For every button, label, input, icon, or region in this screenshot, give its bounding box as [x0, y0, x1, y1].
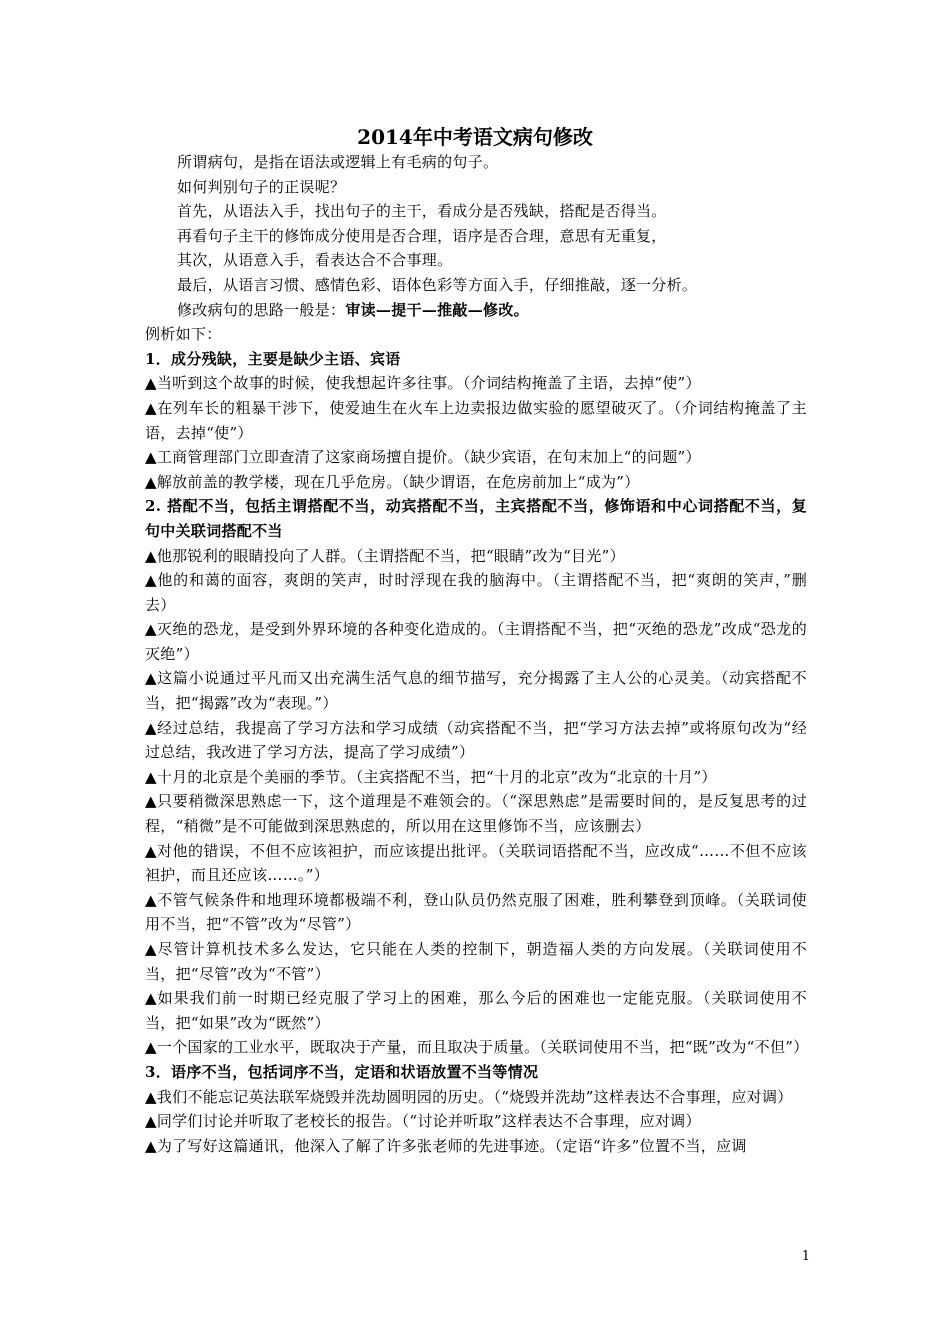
section-heading: 1．成分残缺，主要是缺少主语、宾语 [145, 349, 401, 368]
example-item: ▲尽管计算机技术多么发达，它只能在人类的控制下，朝造福人类的方向发展。（关联词使用不当，把“尽管”改为“不管”） [145, 940, 807, 983]
example-item: ▲我们不能忘记英法联军烧毁并洗劫圆明园的历史。（“烧毁并洗劫”这样表达不合事理，应对调） [145, 1087, 793, 1106]
intro-line: 最后，从语言习惯、感情色彩、语体色彩等方面入手，仔细推敲，逐一分析。 [177, 275, 698, 294]
intro-line: 所谓病句，是指在语法或逻辑上有毛病的句子。 [177, 153, 499, 171]
document-title: 2014年中考语文病句修改 [357, 125, 593, 149]
example-item: ▲灭绝的恐龙，是受到外界环境的各种变化造成的。（主谓搭配不当，把“灭绝的恐龙”改成“恐龙的灭绝”） [145, 620, 807, 663]
example-item: ▲如果我们前一时期已经克服了学习上的困难，那么今后的困难也一定能克服。（关联词使用不当，把“如果”改为“既然”） [145, 989, 807, 1032]
page-number: 1 [801, 1249, 810, 1264]
example-item: ▲对他的错误，不但不应该袒护，而应该提出批评。（关联词语搭配不当，应改成“……不但不应该袒护，而且还应该……。”） [145, 841, 807, 885]
example-item: ▲十月的北京是个美丽的季节。（主宾搭配不当，把“十月的北京”改为“北京的十月”） [145, 767, 717, 786]
method-line [145, 298, 807, 323]
example-item: ▲不管气候条件和地理环境都极端不利，登山队员仍然克服了困难，胜利攀登到顶峰。（关联词使用不当，把“不管”改为“尽管”） [145, 890, 807, 934]
method-prefix: 修改病句的思路一般是： [177, 300, 346, 319]
example-item: ▲当听到这个故事的时候，使我想起许多往事。（介词结构掩盖了主语，去掉“使”） [145, 374, 701, 393]
method-steps: 审读—提干—推敲—修改。 [345, 300, 529, 319]
document-body [145, 150, 807, 1158]
section-heading: 2. 搭配不当，包括主谓搭配不当，动宾搭配不当，主宾搭配不当，修饰语和中心词搭配不当，复句中关联词搭配不当 [145, 497, 807, 540]
intro-line: 再看句子主干的修饰成分使用是否合理，语序是否合理，意思有无重复， [177, 226, 667, 245]
example-item: ▲经过总结，我提高了学习方法和学习成绩（动宾搭配不当，把“学习方法去掉”或将原句改为“经过总结，我改进了学习方法，提高了学习成绩”） [145, 718, 807, 762]
intro-line: 其次，从语意入手，看表达合不合事理。 [177, 251, 453, 270]
example-item: ▲为了写好这篇通讯，他深入了解了许多张老师的先进事迹。（定语“许多”位置不当，应调 [145, 1136, 747, 1155]
example-item: ▲这篇小说通过平凡而又出充满生活气息的细节描写，充分揭露了主人公的心灵美。（动宾搭配不当，把“揭露”改为“表现。”） [145, 669, 807, 713]
intro-line: 如何判别句子的正误呢？ [177, 177, 346, 196]
example-item: ▲解放前盖的教学楼，现在几乎危房。（缺少谓语，在危房前加上“成为”） [145, 472, 640, 491]
example-item: ▲在列车长的粗暴干涉下，使爱迪生在火车上边卖报边做实验的愿望破灭了。（介词结构掩盖了主语，去掉“使”） [145, 398, 807, 442]
examples-label: 例析如下： [145, 325, 222, 344]
example-item: ▲只要稍微深思熟虑一下，这个道理是不难领会的。（“深思熟虑”是需要时间的，是反复思考的过程，“稍微”是不可能做到深思熟虑的，所以用在这里修饰不当，应该删去） [145, 792, 807, 836]
example-item: ▲他的和蔼的面容，爽朗的笑声，时时浮现在我的脑海中。（主谓搭配不当，把“爽朗的笑声，”删去） [145, 571, 807, 614]
example-item: ▲同学们讨论并听取了老校长的报告。（“讨论并听取”这样表达不合事理，应对调） [145, 1112, 701, 1131]
section-heading: 3．语序不当，包括词序不当，定语和状语放置不当等情况 [145, 1062, 539, 1081]
example-item: ▲工商管理部门立即查清了这家商场擅自提价。（缺少宾语，在句末加上“的问题”） [145, 448, 701, 467]
intro-line: 首先，从语法入手，找出句子的主干，看成分是否残缺，搭配是否得当。 [177, 202, 667, 221]
example-item: ▲一个国家的工业水平，既取决于产量，而且取决于质量。（关联词使用不当，把“既”改为“不但”） [145, 1038, 809, 1057]
example-item: ▲他那锐利的眼睛投向了人群。（主谓搭配不当，把“眼睛”改为“目光”） [145, 546, 625, 565]
